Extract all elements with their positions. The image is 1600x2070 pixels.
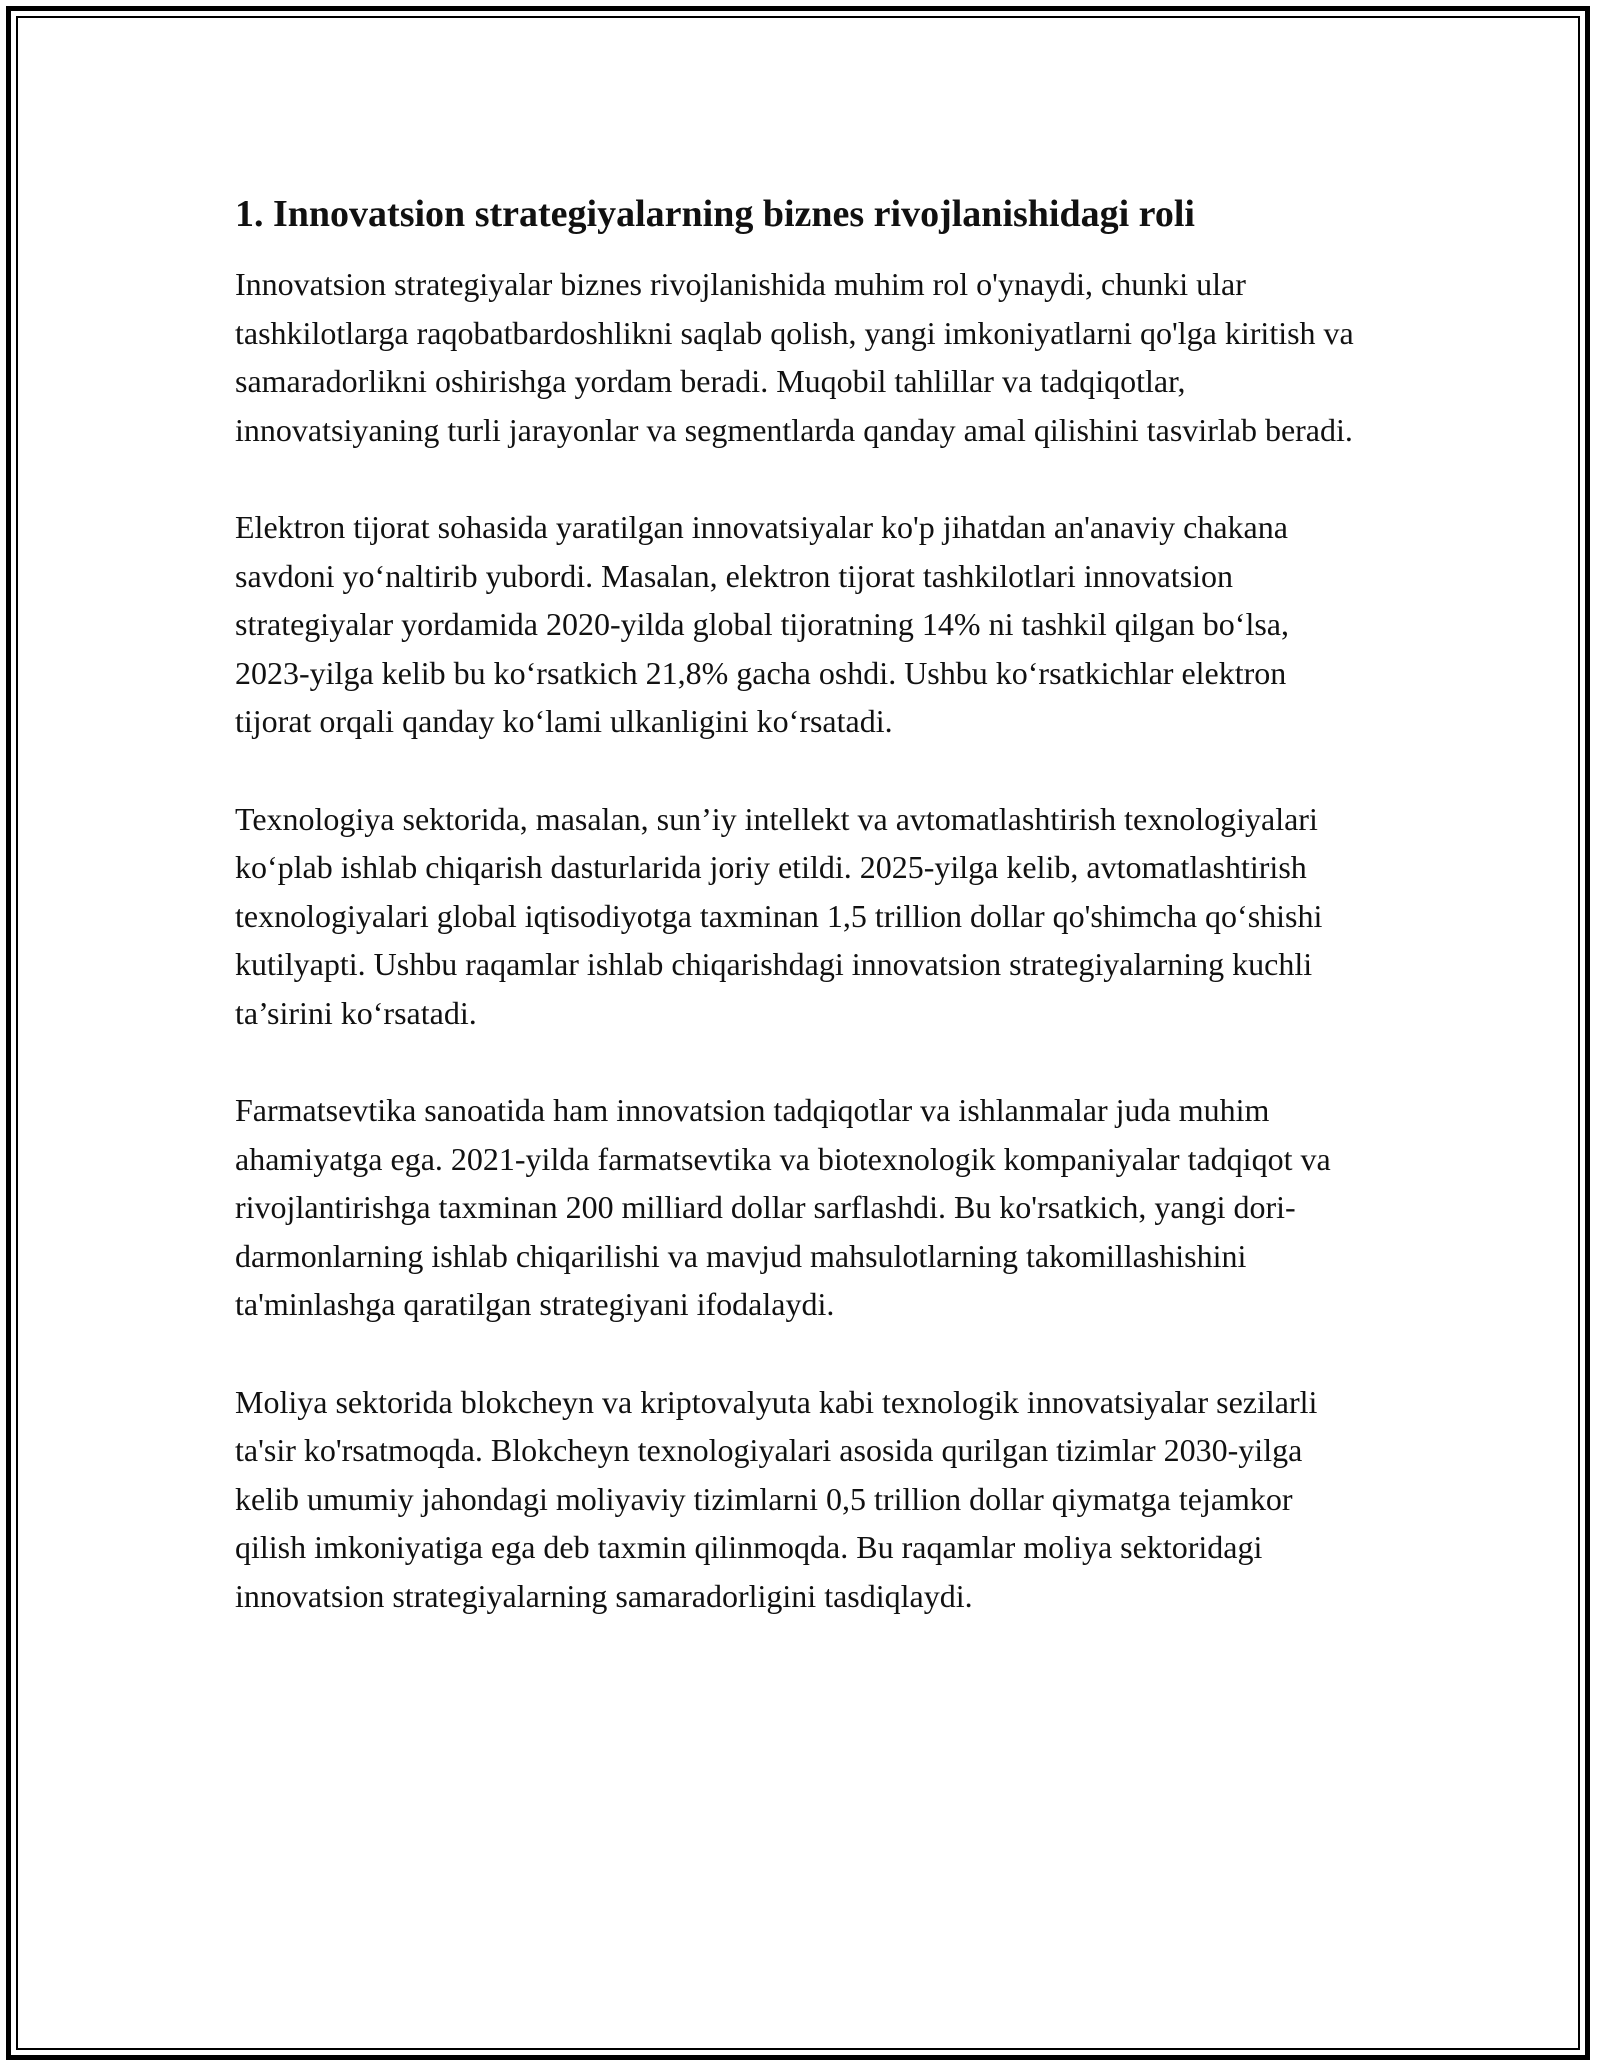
paragraph-finance: Moliya sektorida blokcheyn va kriptovalyuta kabi texnologik innovatsiyalar sezilarli ta'sir ko'rsatmoqda. Blokcheyn texnologiyalari asosida qurilgan tizimlar 2030-yilga kelib umumiy jahondagi moliyaviy tizimlarni 0,5 trillion dollar qiymatga tejamkor qilish imkoniyatiga ega deb taxmin qilinmoqda. Bu raqamlar moliya sektoridagi innovatsion strategiyalarning samaradorligini tasdiqlaydi. (235, 1383, 1318, 1614)
paragraph-pharma: Farmatsevtika sanoatida ham innovatsion tadqiqotlar va ishlanmalar juda muhim ahamiyatga ega. 2021-yilda farmatsevtika va biotexnologik kompaniyalar tadqiqot va rivojlantirishga taxminan 200 milliard dollar sarflashdi. Bu ko'rsatkich, yangi dori-darmonlarning ishlab chiqarilishi va mavjud mahsulotlarning takomillashishini ta'minlashga qaratilgan strategiyani ifodalaydi. (235, 1092, 1331, 1322)
paragraph-technology: Texnologiya sektorida, masalan, sun’iy intellekt va avtomatlashtirish texnologiyalari koʻplab ishlab chiqarish dasturlarida joriy etildi. 2025-yilga kelib, avtomatlashtirish texnologiyalari global iqtisodiyotga taxminan 1,5 trillion dollar qo'shimcha qoʻshishi kutilyapti. Ushbu raqamlar ishlab chiqarishdagi innovatsion strategiyalarning kuchli ta’sirini koʻrsatadi. (235, 800, 1323, 1031)
paragraph-intro: Innovatsion strategiyalar biznes rivojlanishida muhim rol o'ynaydi, chunki ular tashkilotlarga raqobatbardoshlikni saqlab qolish, yangi imkoniyatlarni qo'lga kiritish va samaradorlikni oshirishga yordam beradi. Muqobil tahlillar va tadqiqotlar, innovatsiyaning turli jarayonlar va segmentlarda qanday amal qilishini tasvirlab beradi. (235, 266, 1354, 448)
document-body (235, 186, 1370, 1669)
paragraph-ecommerce: Elektron tijorat sohasida yaratilgan innovatsiyalar ko'p jihatdan an'anaviy chakana savdoni yoʻnaltirib yubordi. Masalan, elektron tijorat tashkilotlari innovatsion strategiyalar yordamida 2020-yilda global tijoratning 14% ni tashkil qilgan boʻlsa, 2023-yilga kelib bu koʻrsatkich 21,8% gacha oshdi. Ushbu koʻrsatkichlar elektron tijorat orqali qanday koʻlami ulkanligini koʻrsatadi. (235, 509, 1289, 739)
section-heading: 1. Innovatsion strategiyalarning biznes rivojlanishidagi roli (235, 193, 1195, 235)
